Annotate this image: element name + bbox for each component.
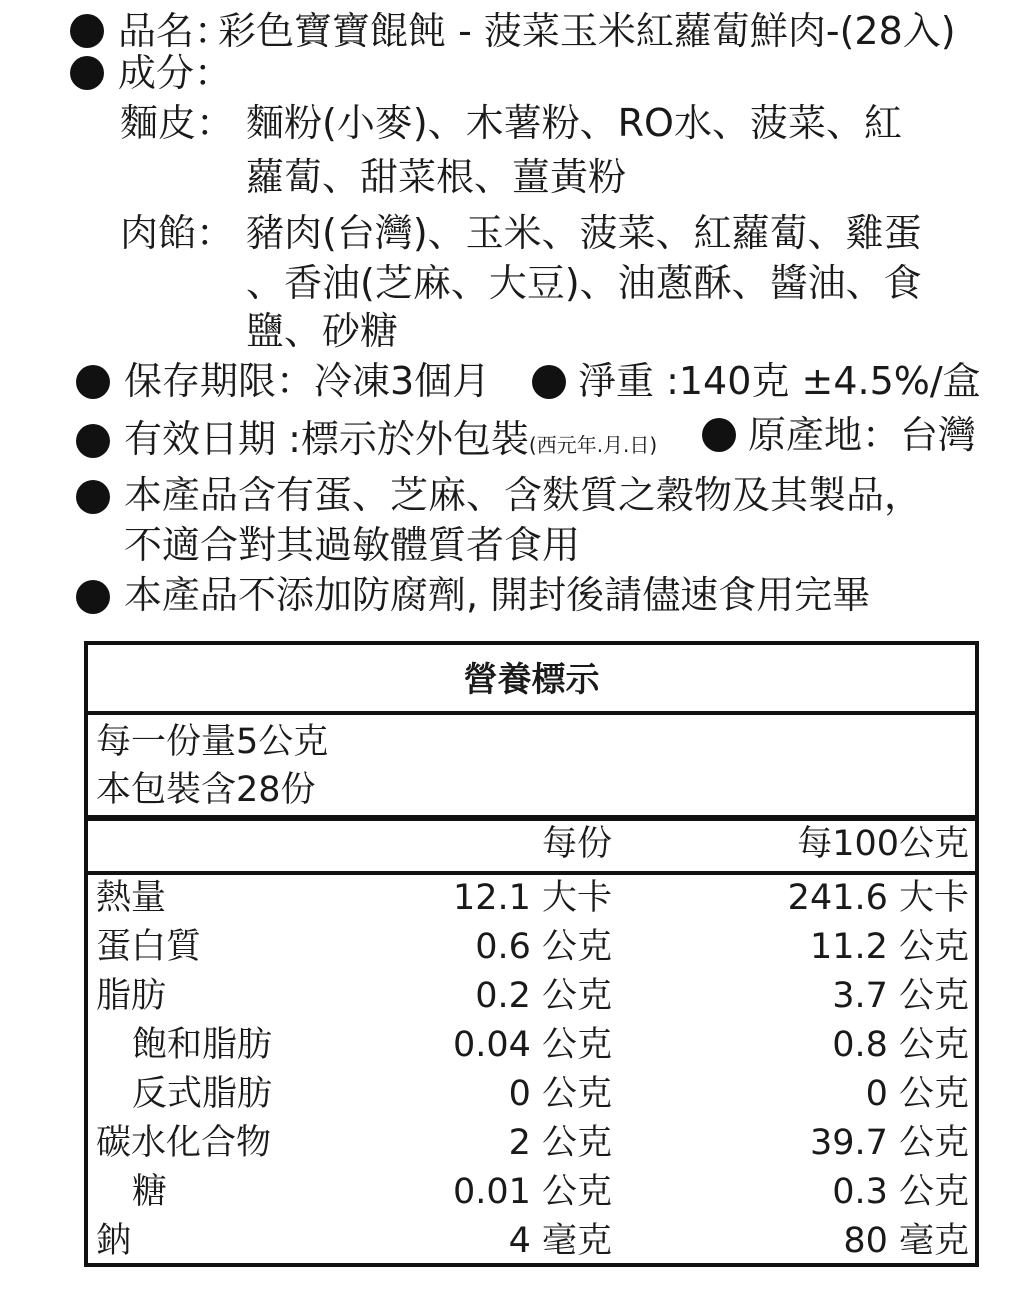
filling-ingredients-line3: 鹽、砂糖 [246, 309, 399, 353]
expiry-date-text: 有效日期 :標示於外包裝 [124, 417, 529, 461]
bullet-icon [76, 480, 110, 514]
row-per-100g: 0.3 公克 [832, 1172, 969, 1212]
row-name: 反式脂肪 [132, 1074, 273, 1114]
product-name-label: 品名： [118, 9, 233, 53]
row-per-100g: 0 公克 [865, 1074, 969, 1114]
wrapper-ingredients-line2: 蘿蔔、甜菜根、薑黃粉 [246, 155, 627, 199]
filling-ingredients-line1: 豬肉(台灣)、玉米、菠菜、紅蘿蔔、雞蛋 [246, 211, 922, 255]
row-per-100g: 39.7 公克 [809, 1123, 969, 1163]
row-name: 蛋白質 [96, 927, 202, 967]
allergen-line1: 本產品含有蛋、芝麻、含麩質之穀物及其製品， [124, 473, 923, 517]
row-name: 熱量 [96, 878, 167, 918]
shelf-life: 保存期限：冷凍3個月 [124, 359, 491, 403]
expiry-date-format: (西元年.月.日) [528, 433, 658, 457]
bullet-icon [70, 56, 104, 90]
bullet-icon [70, 14, 104, 48]
product-name: 彩色寶寶餛飩 - 菠菜玉米紅蘿蔔鮮肉-(28入) [218, 9, 956, 53]
row-name: 脂肪 [96, 976, 167, 1016]
row-per-serving: 0.6 公克 [475, 927, 612, 967]
bullet-icon [76, 424, 110, 458]
nutrition-table [84, 641, 979, 1267]
row-per-100g: 0.8 公克 [832, 1025, 969, 1065]
bullet-icon [532, 365, 566, 399]
bullet-icon [76, 365, 110, 399]
col-per-100g: 每100公克 [797, 824, 969, 864]
row-per-100g: 11.2 公克 [809, 927, 969, 967]
row-name: 飽和脂肪 [132, 1025, 273, 1065]
row-per-100g: 3.7 公克 [832, 976, 969, 1016]
net-weight: 淨重 :140克 ±4.5%/盒 [578, 359, 981, 403]
expiry-date [124, 414, 657, 470]
row-per-serving: 0.01 公克 [452, 1172, 612, 1212]
row-name: 碳水化合物 [96, 1123, 272, 1163]
row-per-serving: 2 公克 [508, 1123, 612, 1163]
row-per-serving: 12.1 大卡 [452, 878, 612, 918]
row-per-100g: 80 毫克 [843, 1221, 969, 1261]
wrapper-label: 麵皮： [120, 101, 235, 145]
filling-ingredients-line2: 、香油(芝麻、大豆)、油蔥酥、醬油、食 [246, 261, 922, 305]
nutrition-title: 營養標示 [463, 660, 600, 700]
servings-per-package: 本包裝含28份 [96, 770, 316, 810]
row-per-serving: 0 公克 [508, 1074, 612, 1114]
bullet-icon [76, 580, 110, 614]
ingredients-label: 成分： [118, 51, 233, 95]
serving-size: 每一份量5公克 [96, 722, 329, 762]
filling-label: 肉餡： [120, 211, 235, 255]
row-per-serving: 4 毫克 [508, 1221, 612, 1261]
row-per-serving: 0.2 公克 [475, 976, 612, 1016]
origin: 原產地：台灣 [748, 413, 977, 457]
bullet-icon [702, 418, 736, 452]
preservative-notice: 本產品不添加防腐劑, 開封後請儘速食用完畢 [124, 573, 871, 617]
col-per-serving: 每份 [541, 824, 612, 864]
divider [88, 711, 975, 715]
allergen-line2: 不適合對其過敏體質者食用 [124, 523, 581, 567]
row-per-100g: 241.6 大卡 [787, 878, 969, 918]
wrapper-ingredients-line1: 麵粉(小麥)、木薯粉、RO水、菠菜、紅 [246, 101, 902, 145]
row-per-serving: 0.04 公克 [452, 1025, 612, 1065]
row-name: 糖 [132, 1172, 168, 1212]
row-name: 鈉 [96, 1221, 132, 1261]
